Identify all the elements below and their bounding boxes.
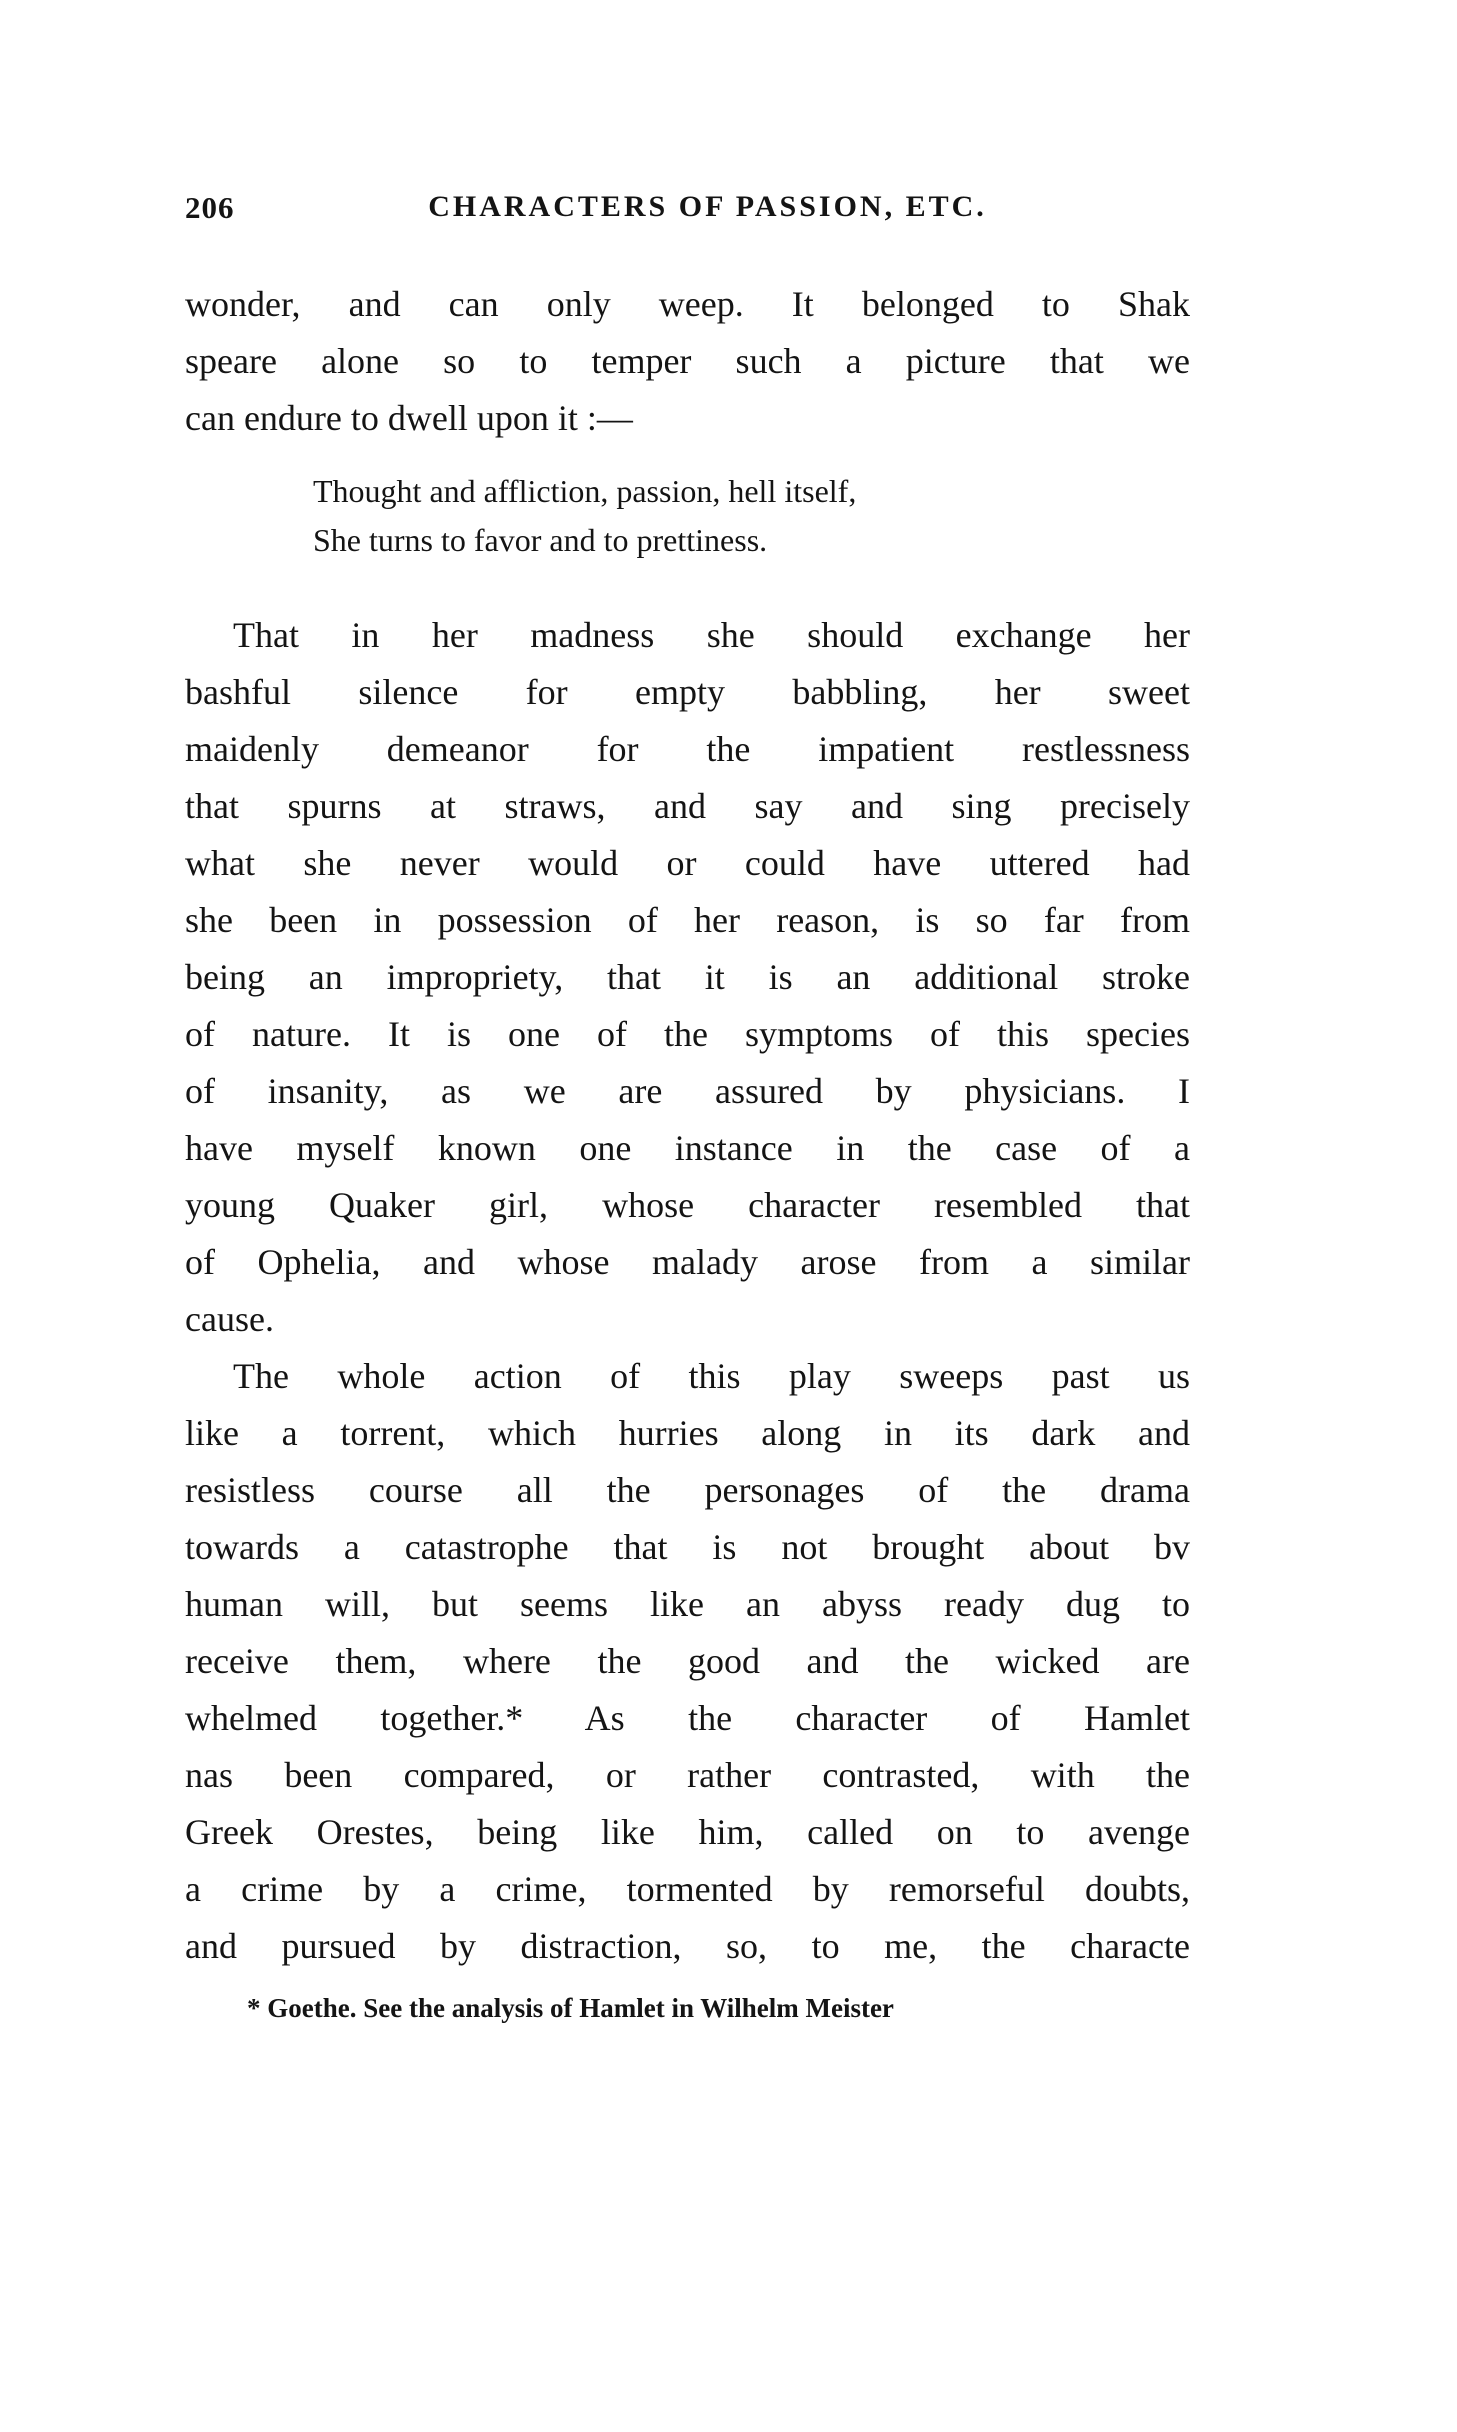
running-head: [185, 190, 1190, 234]
text-line: towards a catastrophe that is not brought about bv: [185, 1527, 1190, 1567]
text-line: young Quaker girl, whose character resembled that: [185, 1185, 1190, 1225]
text-line: bashful silence for empty babbling, her sweet: [185, 672, 1190, 712]
paragraph: [185, 276, 1190, 447]
text-line: Thought and affliction, passion, hell itself,: [313, 473, 857, 509]
text-line: can endure to dwell upon it :—: [185, 398, 633, 438]
text-line: of nature. It is one of the symptoms of this species: [185, 1014, 1190, 1054]
text-line: She turns to favor and to prettiness.: [313, 522, 768, 558]
page-header-title: CHARACTERS OF PASSION, ETC.: [428, 190, 987, 223]
text-line: being an impropriety, that it is an additional stroke: [185, 957, 1190, 997]
text-body: [185, 276, 1190, 1975]
paragraph: [185, 607, 1190, 1348]
text-line: that spurns at straws, and say and sing precisely: [185, 786, 1190, 826]
text-line: human will, but seems like an abyss ready dug to: [185, 1584, 1190, 1624]
verse-block: [313, 467, 1190, 565]
text-line: nas been compared, or rather contrasted, with the: [185, 1755, 1190, 1795]
text-line: That in her madness she should exchange her: [233, 615, 1190, 655]
text-line: maidenly demeanor for the impatient restlessness: [185, 729, 1190, 769]
text-line: have myself known one instance in the case of a: [185, 1128, 1190, 1168]
text-line: of insanity, as we are assured by physicians. I: [185, 1071, 1190, 1111]
paragraph: [185, 1348, 1190, 1975]
text-line: like a torrent, which hurries along in its dark and: [185, 1413, 1190, 1453]
text-line: resistless course all the personages of the drama: [185, 1470, 1190, 1510]
text-column: [185, 190, 1190, 2025]
text-line: Greek Orestes, being like him, called on to avenge: [185, 1812, 1190, 1852]
page-number: 206: [185, 190, 235, 225]
footnote: * Goethe. See the analysis of Hamlet in Wilhelm Meister: [247, 1993, 894, 2023]
text-line: receive them, where the good and the wicked are: [185, 1641, 1190, 1681]
text-line: she been in possession of her reason, is so far from: [185, 900, 1190, 940]
text-line: a crime by a crime, tormented by remorseful doubts,: [185, 1869, 1190, 1909]
text-line: speare alone so to temper such a picture that we: [185, 341, 1190, 381]
text-line: of Ophelia, and whose malady arose from a similar: [185, 1242, 1190, 1282]
text-line: what she never would or could have uttered had: [185, 843, 1190, 883]
text-line: wonder, and can only weep. It belonged to Shak: [185, 284, 1190, 324]
text-line: cause.: [185, 1299, 274, 1339]
text-line: The whole action of this play sweeps past us: [233, 1356, 1190, 1396]
text-line: whelmed together.* As the character of Hamlet: [185, 1698, 1190, 1738]
text-line: and pursued by distraction, so, to me, the characte: [185, 1926, 1190, 1966]
